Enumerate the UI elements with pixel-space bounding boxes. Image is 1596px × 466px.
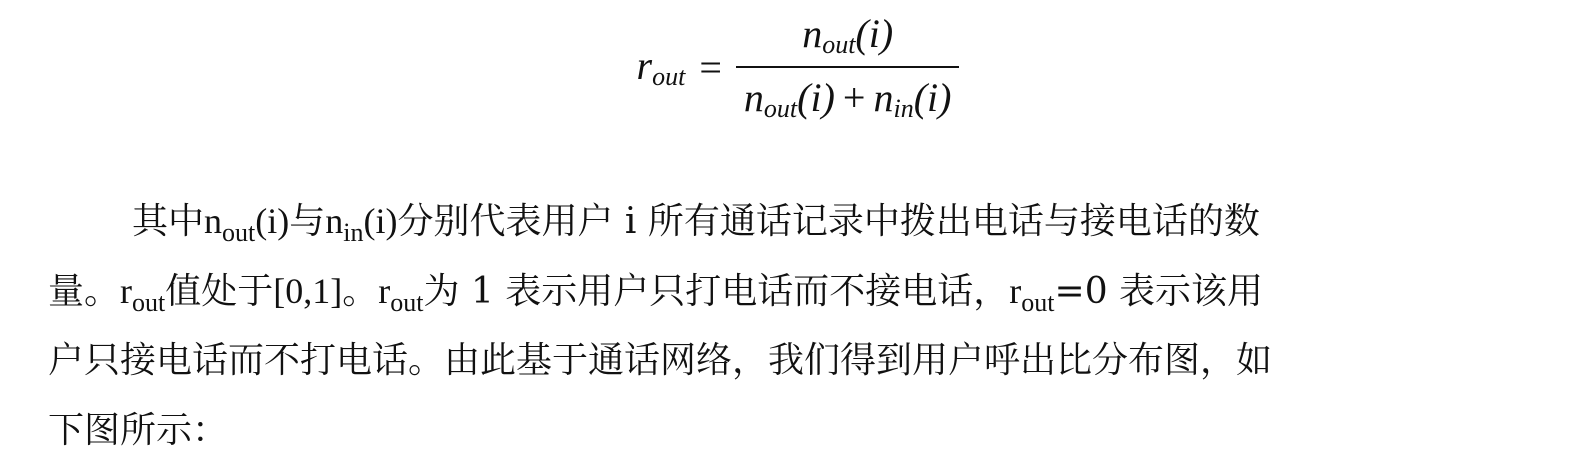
paragraph-line-2: 量。$r_{out}$值处于[0,1]。$r_{out}$为 1 表示用户只打电话而不接电话，$r_{out}=0$ 表示该用: [48, 271, 1264, 317]
formula-fraction: [736, 10, 960, 124]
paragraph-line-4: 下图所示：: [48, 410, 229, 451]
outgoing-ratio-formula: [0, 10, 1596, 124]
body-paragraph: [48, 186, 1488, 466]
formula-denominator: $n_{out}(i) + n_{in}(i)$: [743, 75, 952, 123]
paragraph-line-3: 户只接电话而不打电话。由此基于通话网络，我们得到用户呼出比分布图，如: [48, 340, 1273, 381]
formula-lhs: $r_{out}$: [636, 43, 686, 91]
paragraph-line-1: 其中$n_{out}(i)$与$n_{in}(i)$分别代表用户 i 所有通话记录中拨出电话与接电话的数: [132, 201, 1260, 247]
formula-equals: =: [699, 44, 722, 90]
formula-numerator: $n_{out}(i)$: [802, 11, 894, 59]
